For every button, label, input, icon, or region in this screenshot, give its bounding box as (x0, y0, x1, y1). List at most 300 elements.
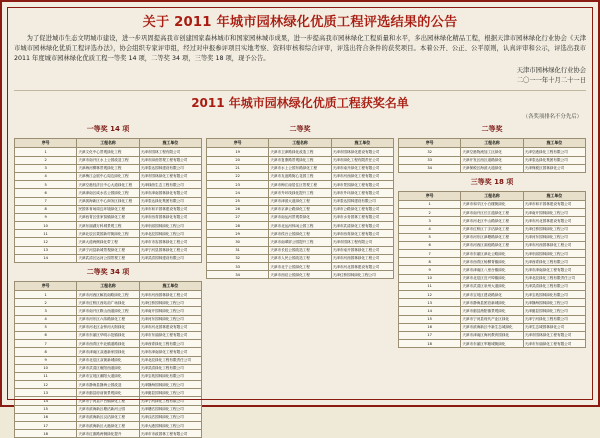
header-unit: 施工单位 (139, 282, 201, 291)
header-project: 工程名称 (77, 282, 139, 291)
cell-no: 1 (15, 148, 77, 156)
cell-construction-unit: 天津市河西园林绿化工程公司 (139, 291, 201, 299)
table-row (15, 323, 202, 331)
cell-project-name: 天津市津南区双港新家园绿化 (77, 348, 139, 356)
cell-construction-unit: 天津武清绿化工程有限公司 (523, 282, 585, 290)
cell-no: 12 (399, 291, 461, 299)
cell-no: 9 (399, 266, 461, 274)
column-middle (206, 123, 394, 438)
cell-no: 6 (399, 241, 461, 249)
table-row (207, 148, 394, 156)
cell-construction-unit: 天津宁河县园林绿化工程公司 (139, 246, 201, 254)
table-row (15, 307, 202, 315)
cell-project-name: 天津空港经济区中心大道绿化工程 (77, 181, 139, 189)
cell-construction-unit: 天津市市容园林绿化工程公司 (139, 238, 201, 246)
table-row (399, 331, 586, 339)
cell-construction-unit: 天津宁河绿化工程有限公司 (523, 315, 585, 323)
cell-no: 13 (15, 246, 77, 254)
cell-no: 24 (207, 189, 269, 197)
cell-construction-unit: 天津红桥园林绿化工程公司 (331, 271, 393, 279)
table-row (399, 315, 586, 323)
table-row (15, 299, 202, 307)
table-row (207, 263, 394, 271)
cell-construction-unit: 天津宝坻园林绿化有限公司 (523, 291, 585, 299)
cell-construction-unit: 天津市水务园林工程有限公司 (331, 213, 393, 221)
cell-project-name: 天津市南翠屏公园提升工程 (269, 238, 331, 246)
cell-project-name: 天津市津南区海河教育园绿化 (461, 331, 523, 339)
cell-no: 5 (399, 233, 461, 241)
cell-no: 15 (15, 405, 77, 413)
table-row (15, 381, 202, 389)
table-body-second-prize-mid (207, 148, 394, 279)
cell-no: 29 (207, 230, 269, 238)
cell-construction-unit: 天津大港园林绿化工程公司 (139, 422, 201, 430)
table-row (399, 258, 586, 266)
cell-no: 11 (399, 282, 461, 290)
cell-no: 10 (15, 364, 77, 372)
cell-project-name: 天津开发区西区道路绿化 (461, 156, 523, 164)
table-row (207, 189, 394, 197)
award-list-note: （各奖项排名不分先后） (522, 114, 582, 121)
cell-no: 10 (399, 274, 461, 282)
cell-project-name: 天津市武清区泉州大道绿化 (461, 282, 523, 290)
table-row (207, 271, 394, 279)
cell-construction-unit: 天津南开园林绿化工程公司 (523, 209, 585, 217)
cell-construction-unit: 天津绿茵生态工程有限公司 (139, 181, 201, 189)
table-row (207, 213, 394, 221)
cell-no: 12 (15, 238, 77, 246)
table-row (399, 307, 586, 315)
cell-no: 1 (399, 200, 461, 208)
cell-project-name: 天津市武清区雍阳西道绿化 (77, 364, 139, 372)
cell-construction-unit: 天津塘沽园林绿化工程公司 (139, 405, 201, 413)
cell-no: 17 (399, 331, 461, 339)
band-second-prize-right: 二等奖 (481, 125, 503, 134)
award-list-title: 2011 年城市园林绿化优质工程获奖名单 (191, 96, 409, 111)
table-row (15, 164, 202, 172)
cell-construction-unit: 天津南开园林绿化工程公司 (139, 307, 201, 315)
table-row (399, 274, 586, 282)
table-row (15, 197, 202, 205)
table-row (207, 238, 394, 246)
header-project: 工程名称 (269, 139, 331, 148)
cell-no: 25 (207, 197, 269, 205)
cell-project-name: 天津市南开区鞍山西道绿化工程 (77, 307, 139, 315)
cell-construction-unit: 天津市津南园林绿化有限公司 (139, 189, 201, 197)
band-second-prize: 二等奖 34 项 (86, 268, 130, 276)
cell-project-name: 天津市南运河景观带绿化 (269, 213, 331, 221)
band-first-prize: 一等奖 14 项 (86, 125, 130, 134)
cell-no: 14 (15, 254, 77, 262)
cell-project-name: 天津滨海新区中心商务区绿化工程 (77, 197, 139, 205)
cell-no: 18 (15, 430, 77, 438)
cell-construction-unit: 天津静海园林绿化工程公司 (523, 299, 585, 307)
cell-construction-unit: 天津市园林绿化工程有限公司 (523, 331, 585, 339)
cell-project-name: 天津文化中心景观绿化工程 (77, 148, 139, 156)
cell-project-name: 天津市宝坻区潮阳大道绿化 (77, 372, 139, 380)
cell-no: 17 (15, 422, 77, 430)
cell-no: 13 (399, 299, 461, 307)
cell-no: 33 (207, 263, 269, 271)
cell-project-name: 天津市河北区金钟河大街绿化 (77, 323, 139, 331)
table-second-prize-left (14, 281, 202, 438)
table-row (15, 246, 202, 254)
table-row (15, 181, 202, 189)
cell-no: 9 (15, 213, 77, 221)
cell-project-name: 天津市东丽区军粮城街绿化 (461, 340, 523, 348)
cell-no: 9 (15, 356, 77, 364)
cell-project-name: 天津东丽湖万科城景观工程 (77, 222, 139, 230)
table-header-row (399, 191, 586, 200)
cell-no: 20 (207, 156, 269, 164)
cell-construction-unit: 天津市西青园林绿化有限公司 (139, 213, 201, 221)
cell-no: 13 (15, 389, 77, 397)
column-left (14, 123, 202, 438)
cell-project-name: 天津市友谊路街心花园工程 (269, 172, 331, 180)
cell-project-name: 天津海河柳林景观绿化工程 (77, 164, 139, 172)
cell-project-name: 天津市卫津路绿化改造工程 (269, 148, 331, 156)
cell-project-name: 天津梅江会展中心周边绿化工程 (77, 172, 139, 180)
cell-no: 8 (15, 205, 77, 213)
table-row (399, 291, 586, 299)
table-body-second-prize-right (399, 148, 586, 173)
cell-project-name: 天津市蓟县府前街景观绿化 (77, 389, 139, 397)
table-row (399, 323, 586, 331)
table-row (15, 430, 202, 438)
cell-construction-unit: 天津市园林工程有限公司 (331, 238, 393, 246)
table-header-row (15, 139, 202, 148)
table-row (399, 340, 586, 348)
table-row (207, 164, 394, 172)
cell-project-name: 天津市河西区洞庭路绿化工程 (461, 241, 523, 249)
cell-project-name: 天津市河北区中山路绿化工程 (461, 217, 523, 225)
cell-project-name: 民园体育场周边环境绿化工程 (77, 205, 139, 213)
table-row (207, 197, 394, 205)
table-row (15, 238, 202, 246)
cell-no: 34 (207, 271, 269, 279)
cell-no: 16 (15, 413, 77, 421)
cell-construction-unit: 天津泰达园林建设有限公司 (331, 197, 393, 205)
table-row (207, 222, 394, 230)
cell-project-name: 天津市南开区长江道绿化工程 (461, 209, 523, 217)
cell-project-name: 天津津南区咸水沽公园绿化工程 (77, 189, 139, 197)
cell-construction-unit: 天津泰达绿化集团有限公司 (523, 156, 585, 164)
header-no: 序号 (399, 191, 461, 200)
table-row (15, 364, 202, 372)
cell-project-name: 天津市津滨大道绿化工程 (269, 197, 331, 205)
cell-construction-unit: 天津东丽园林绿化工程公司 (139, 222, 201, 230)
table-row (207, 254, 394, 262)
header-no: 序号 (399, 139, 461, 148)
cell-construction-unit: 天津红桥园林绿化工程公司 (523, 225, 585, 233)
cell-project-name: 天津市和平区小白楼街绿化 (461, 200, 523, 208)
cell-project-name: 天津市静海县团泊新城绿化 (461, 299, 523, 307)
signature-date: 二〇一一年十月二十一日 (516, 77, 586, 85)
cell-construction-unit: 天津汉沽园林绿化工程公司 (139, 413, 201, 421)
cell-no: 5 (15, 181, 77, 189)
cell-construction-unit: 天津红桥园林绿化工程公司 (139, 299, 201, 307)
cell-construction-unit: 天津市和平园林建设有限公司 (139, 205, 201, 213)
cell-project-name: 天津宁河县新城景观绿化工程 (77, 246, 139, 254)
cell-project-name: 天津市南开区水上公园改造工程 (77, 156, 139, 164)
table-row (15, 205, 202, 213)
cell-construction-unit: 天津宝坻园林绿化有限公司 (139, 372, 201, 380)
table-row (207, 181, 394, 189)
cell-no: 11 (15, 230, 77, 238)
table-row (15, 213, 202, 221)
cell-construction-unit: 天津北辰绿化工程有限责任公司 (139, 356, 201, 364)
cell-no: 7 (15, 340, 77, 348)
table-row (15, 397, 202, 405)
cell-project-name: 天津市京津公路绿化工程 (269, 205, 331, 213)
band-second-prize-mid: 二等奖 (289, 125, 311, 134)
cell-no: 8 (399, 258, 461, 266)
cell-project-name: 天津北辰区果园新村街绿化工程 (77, 230, 139, 238)
table-header-row (15, 282, 202, 291)
table-row (15, 315, 202, 323)
cell-project-name: 天津市北宁公园绿化工程 (269, 263, 331, 271)
divider (14, 90, 586, 91)
table-row (399, 156, 586, 164)
cell-no: 7 (399, 250, 461, 258)
table-row (15, 230, 202, 238)
cell-construction-unit: 天津市和平园林建设有限公司 (523, 200, 585, 208)
cell-construction-unit: 天津市园林绿化建设有限公司 (331, 148, 393, 156)
table-first-prize (14, 138, 202, 263)
cell-project-name: 天津大道两侧绿化带工程 (77, 238, 139, 246)
cell-construction-unit: 天津北辰绿化工程有限责任公司 (523, 274, 585, 282)
table-second-prize-right (398, 138, 586, 173)
cell-construction-unit: 天津市河西园林绿化工程公司 (523, 241, 585, 249)
cell-project-name: 天津西青区张家窝镇绿化工程 (77, 213, 139, 221)
cell-construction-unit: 天津保税区园林绿化公司 (523, 164, 585, 172)
table-header-row (207, 139, 394, 148)
cell-project-name: 天津市津南区八里台镇绿化 (461, 266, 523, 274)
cell-construction-unit: 天津静海园林绿化工程公司 (139, 381, 201, 389)
cell-no: 11 (15, 372, 77, 380)
table-row (15, 156, 202, 164)
header-unit: 施工单位 (523, 139, 585, 148)
cell-no: 6 (15, 189, 77, 197)
cell-project-name: 天津市梅江南居住区景观工程 (269, 181, 331, 189)
cell-no: 16 (399, 323, 461, 331)
cell-construction-unit: 天津空港绿化工程有限公司 (523, 148, 585, 156)
cell-project-name: 天津市水上公园东路绿化工程 (269, 164, 331, 172)
table-row (207, 205, 394, 213)
cell-no: 2 (15, 299, 77, 307)
table-third-prize (398, 191, 586, 348)
cell-no: 2 (15, 156, 77, 164)
table-row (399, 164, 586, 172)
cell-no: 26 (207, 205, 269, 213)
cell-no: 23 (207, 181, 269, 189)
cell-project-name: 天津保税区海滨大道绿化 (461, 164, 523, 172)
cell-no: 8 (15, 348, 77, 356)
cell-construction-unit: 天津东丽园林绿化工程公司 (523, 250, 585, 258)
signature-organization: 天津市园林绿化行业协会 (516, 67, 586, 75)
header-unit: 施工单位 (523, 191, 585, 200)
table-body-second-prize-left (15, 291, 202, 438)
table-row (399, 282, 586, 290)
table-header-row (399, 139, 586, 148)
cell-construction-unit: 天津市河北园林建设有限公司 (523, 217, 585, 225)
cell-no: 15 (399, 315, 461, 323)
cell-construction-unit: 天津市公路绿化工程有限公司 (331, 205, 393, 213)
table-row (15, 405, 202, 413)
cell-no: 7 (15, 197, 77, 205)
table-row (15, 291, 202, 299)
cell-no: 32 (399, 148, 461, 156)
cell-no: 22 (207, 172, 269, 180)
table-row (15, 348, 202, 356)
cell-project-name: 天津市滨海新区中新生态城绿化 (461, 323, 523, 331)
cell-construction-unit: 天津市园林绿化工程有限公司 (139, 172, 201, 180)
cell-project-name: 天津市宝坻区建设路绿化 (461, 291, 523, 299)
cell-construction-unit: 天津河东园林绿化工程公司 (139, 315, 201, 323)
cell-project-name: 天津市蓟县渔阳镇景观绿化 (461, 307, 523, 315)
cell-no: 4 (399, 225, 461, 233)
cell-no: 31 (207, 246, 269, 254)
cell-no: 30 (207, 238, 269, 246)
cell-construction-unit: 天津市津南绿化工程有限公司 (523, 266, 585, 274)
header-project: 工程名称 (77, 139, 139, 148)
cell-project-name: 天津市东丽区华明示范镇绿化 (77, 331, 139, 339)
cell-project-name: 天津市红桥区西站前广场绿化 (77, 299, 139, 307)
table-row (15, 356, 202, 364)
cell-no: 21 (207, 164, 269, 172)
cell-construction-unit: 天津市东丽绿化工程有限公司 (139, 331, 201, 339)
cell-project-name: 天津市西青区杨柳青镇绿化 (461, 258, 523, 266)
cell-project-name: 天津市西沽公园绿化工程 (269, 271, 331, 279)
table-row (399, 148, 586, 156)
cell-construction-unit: 天津蓟县园林绿化工程公司 (139, 389, 201, 397)
table-row (15, 340, 202, 348)
cell-no: 6 (15, 331, 77, 339)
cell-construction-unit: 天津北辰园林绿化工程公司 (139, 230, 201, 238)
table-row (15, 331, 202, 339)
cell-project-name: 天津市滨海新区汉沽绿化工程 (77, 413, 139, 421)
cell-project-name: 天津市静海县静海公园改造 (77, 381, 139, 389)
table-second-prize-mid (206, 138, 394, 279)
cell-project-name: 天津市复康路景观绿化工程 (269, 156, 331, 164)
cell-no: 1 (15, 291, 77, 299)
cell-no: 4 (15, 172, 77, 180)
cell-project-name: 天津市红旗路两侧绿化提升 (77, 430, 139, 438)
cell-construction-unit: 天津市景园绿化工程有限公司 (331, 181, 393, 189)
cell-construction-unit: 天津市武清绿化工程有限公司 (331, 222, 393, 230)
cell-construction-unit: 天津蓟县园林绿化工程公司 (523, 307, 585, 315)
cell-construction-unit: 天津市南开园林绿化工程公司 (331, 246, 393, 254)
cell-no: 3 (15, 164, 77, 172)
table-row (399, 241, 586, 249)
table-row (399, 225, 586, 233)
cell-project-name: 天津市北辰区双街新城绿化 (77, 356, 139, 364)
cell-project-name: 天津市滨海新区大港绿化工程 (77, 422, 139, 430)
cell-no: 3 (399, 217, 461, 225)
cell-no: 18 (399, 340, 461, 348)
page-title: 关于 2011 年城市园林绿化优质工程评选结果的公告 (142, 15, 458, 30)
cell-construction-unit: 天津武清绿化工程有限公司 (139, 364, 201, 372)
cell-project-name: 天津市北辰区宜兴埠镇绿化 (461, 274, 523, 282)
cell-no: 4 (15, 315, 77, 323)
cell-construction-unit: 天津武清园林建设有限公司 (139, 254, 201, 262)
announcement-paragraph: 为了促进城市生态文明城市建设，进一步巩固提高我市创建国家森林城市和国家园林城市成果，进一步提高我市园林绿化工程质量和水平，多出园林绿化精品工程，根据天津市园林绿化行业协会《天津市城市园林绿化优质工程评选办法》，协会组织专家评审组，经过对申报参评项目实地考察、资料审核和综合评审，评选出符合条件的获奖项目。本着公开、公正、公平原则，认真评审和公示，评选出我市 2011 年度城市园林绿化优质工程一等奖 14 项，二等奖 34 项，三等奖 18 项，现予公告。 (14, 35, 586, 62)
cell-no: 3 (15, 307, 77, 315)
cell-no: 27 (207, 213, 269, 221)
cell-construction-unit: 天津市河西园林绿化工程公司 (331, 254, 393, 262)
table-row (399, 266, 586, 274)
cell-no: 33 (399, 156, 461, 164)
table-row (207, 156, 394, 164)
table-row (15, 172, 202, 180)
cell-project-name: 天津市滨海新区塘沽新河公园 (77, 405, 139, 413)
cell-construction-unit: 天津泰达绿化集团有限公司 (139, 197, 201, 205)
cell-project-name: 天津市河西区解放南路绿化工程 (77, 291, 139, 299)
cell-construction-unit: 天津市西青绿化工程有限公司 (331, 230, 393, 238)
table-row (15, 148, 202, 156)
table-row (399, 233, 586, 241)
column-right (398, 123, 586, 438)
table-row (399, 209, 586, 217)
cell-no: 19 (207, 148, 269, 156)
cell-construction-unit: 天津市园林工程有限公司 (139, 148, 201, 156)
cell-no: 14 (399, 307, 461, 315)
cell-construction-unit: 天津市外环绿化工程有限公司 (331, 189, 393, 197)
cell-project-name: 天津市侯台公园绿化工程 (269, 230, 331, 238)
header-no: 序号 (15, 139, 77, 148)
table-row (15, 372, 202, 380)
table-row (207, 230, 394, 238)
cell-no: 12 (15, 381, 77, 389)
header-no: 序号 (207, 139, 269, 148)
cell-project-name: 天津市宁河县芦台镇绿化工程 (77, 397, 139, 405)
cell-construction-unit: 天津河东园林绿化工程公司 (523, 233, 585, 241)
cell-project-name: 天津武清区运河公园景观工程 (77, 254, 139, 262)
cell-construction-unit: 天津宁河绿化工程有限公司 (139, 397, 201, 405)
cell-project-name: 天津市长虹公园改造工程 (269, 246, 331, 254)
cell-project-name: 天津空港物流加工区绿化 (461, 148, 523, 156)
cell-construction-unit: 天津市津南绿化工程有限公司 (139, 348, 201, 356)
cell-no: 28 (207, 222, 269, 230)
cell-project-name: 天津市宁河县现代产业区绿化 (461, 315, 523, 323)
cell-project-name: 天津市人民公园改造工程 (269, 254, 331, 262)
header-unit: 施工单位 (331, 139, 393, 148)
table-row (15, 254, 202, 262)
cell-construction-unit: 天津市河北园林建设有限公司 (139, 323, 201, 331)
cell-construction-unit: 天津市绿茵景观工程有限公司 (139, 156, 201, 164)
table-row (399, 299, 586, 307)
header-project: 工程名称 (461, 191, 523, 200)
table-row (15, 413, 202, 421)
table-row (399, 200, 586, 208)
table-row (15, 389, 202, 397)
cell-no: 2 (399, 209, 461, 217)
cell-no: 34 (399, 164, 461, 172)
cell-project-name: 天津市外环线绿化提升工程 (269, 189, 331, 197)
cell-construction-unit: 天津西青绿化工程有限公司 (139, 340, 201, 348)
table-row (399, 217, 586, 225)
cell-project-name: 天津市西青区中北镇道路绿化 (77, 340, 139, 348)
cell-construction-unit: 天津市市政园林工程有限公司 (139, 430, 201, 438)
table-row (15, 422, 202, 430)
cell-no: 5 (15, 323, 77, 331)
cell-project-name: 天津市北运河休闲公园工程 (269, 222, 331, 230)
cell-project-name: 天津市红桥区丁字沽绿化工程 (461, 225, 523, 233)
cell-no: 14 (15, 397, 77, 405)
cell-construction-unit: 天津市东丽绿化工程有限公司 (523, 340, 585, 348)
cell-construction-unit: 天津市绿化工程有限责任公司 (331, 156, 393, 164)
table-body-third-prize (399, 200, 586, 347)
